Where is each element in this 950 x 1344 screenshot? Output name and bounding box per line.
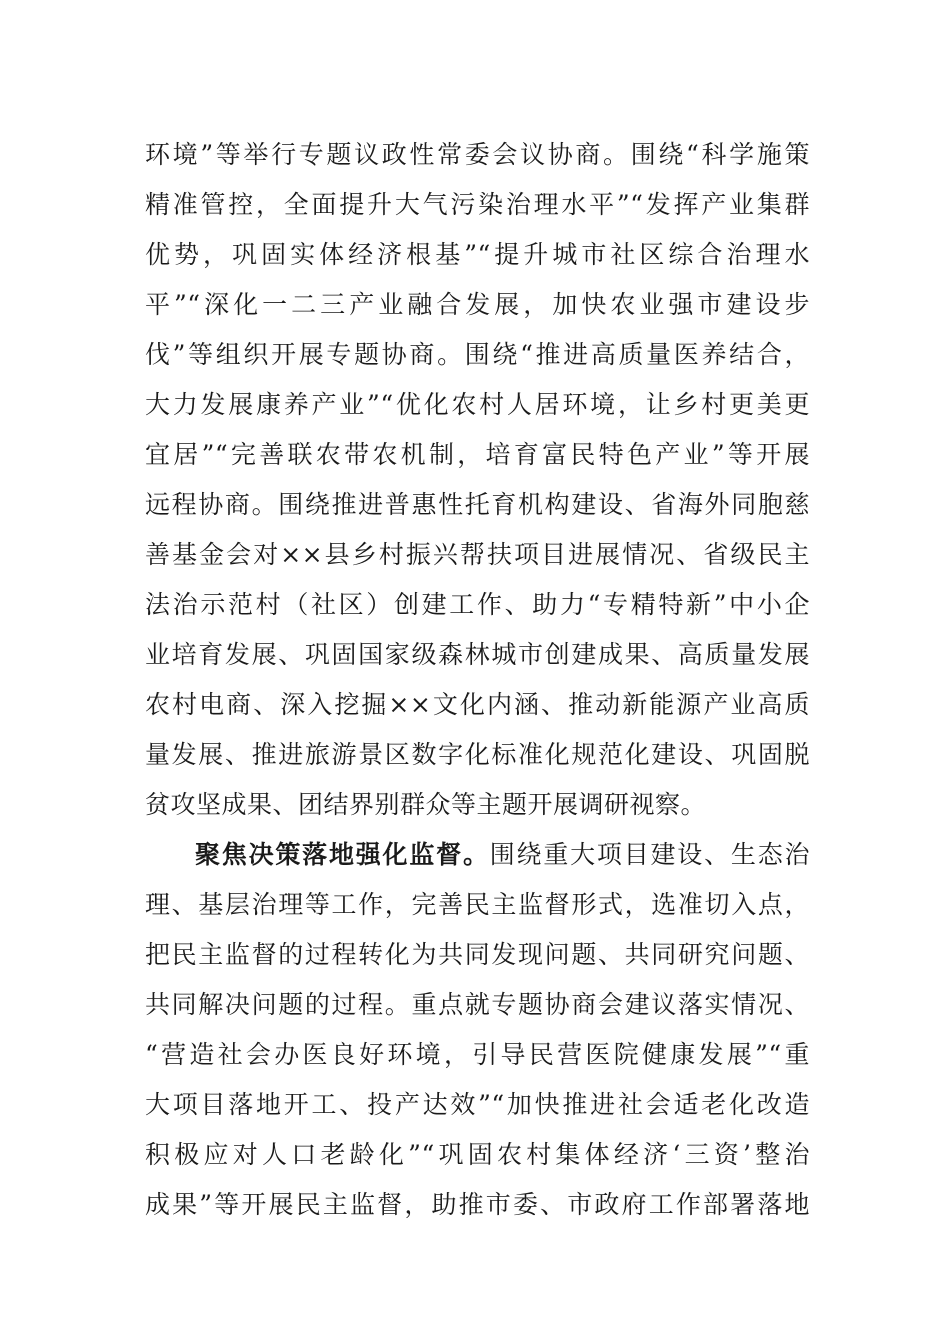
- paragraph1-line: 宜居”“完善联农带农机制，培育富民特色产业”等开展: [145, 440, 810, 469]
- paragraph1-line: 法治示范村（社区）创建工作、助力“专精特新”中小企: [145, 590, 810, 619]
- paragraph2-line: 理、基层治理等工作，完善民主监督形式，选准切入点，: [145, 890, 810, 919]
- paragraph2-line: “营造社会办医良好环境，引导民营医院健康发展”“重: [145, 1040, 810, 1069]
- paragraph2-first-rest: 围绕重大项目建设、生态治: [489, 840, 810, 869]
- paragraph1-line: 平”“深化一二三产业融合发展，加快农业强市建设步: [145, 290, 810, 319]
- paragraph2-line: 把民主监督的过程转化为共同发现问题、共同研究问题、: [145, 940, 810, 969]
- paragraph1-line: 伐”等组织开展专题协商。围绕“推进高质量医养结合，: [145, 340, 810, 369]
- paragraph1-line: 大力发展康养产业”“优化农村人居环境，让乡村更美更: [145, 390, 810, 419]
- paragraph2-line: 共同解决问题的过程。重点就专题协商会建议落实情况、: [145, 990, 810, 1019]
- paragraph1-line: 优势，巩固实体经济根基”“提升城市社区综合治理水: [145, 240, 810, 269]
- paragraph2-heading: 聚焦决策落地强化监督。: [195, 840, 490, 869]
- paragraph1-line: 善基金会对××县乡村振兴帮扶项目进展情况、省级民主: [145, 540, 810, 569]
- document-body: [145, 130, 810, 1230]
- paragraph1-line: 农村电商、深入挖掘××文化内涵、推动新能源产业高质: [145, 690, 810, 719]
- paragraph1-line: 环境”等举行专题议政性常委会议协商。围绕“科学施策: [145, 140, 810, 169]
- paragraph1-line: 远程协商。围绕推进普惠性托育机构建设、省海外同胞慈: [145, 490, 810, 519]
- paragraph2-line: 成果”等开展民主监督，助推市委、市政府工作部署落地: [145, 1190, 810, 1219]
- paragraph2-first-line: [145, 830, 810, 880]
- paragraph2-line: 大项目落地开工、投产达效”“加快推进社会适老化改造: [145, 1090, 810, 1119]
- paragraph1-line: 精准管控，全面提升大气污染治理水平”“发挥产业集群: [145, 190, 810, 219]
- paragraph1-line: 业培育发展、巩固国家级森林城市创建成果、高质量发展: [145, 640, 810, 669]
- paragraph1-line: 贫攻坚成果、团结界别群众等主题开展调研视察。: [145, 790, 707, 819]
- paragraph2-line: 积极应对人口老龄化”“巩固农村集体经济‘三资’整治: [145, 1140, 810, 1169]
- paragraph1-line: 量发展、推进旅游景区数字化标准化规范化建设、巩固脱: [145, 740, 810, 769]
